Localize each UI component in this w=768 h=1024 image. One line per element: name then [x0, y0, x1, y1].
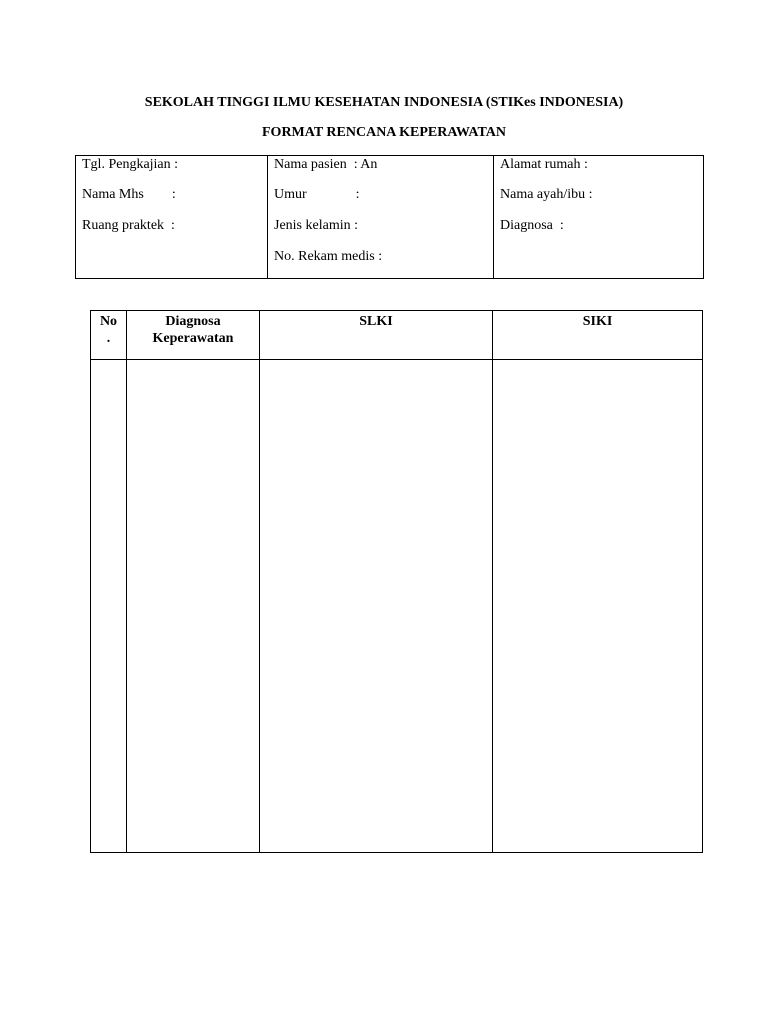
- age-field[interactable]: Umur :: [274, 187, 360, 202]
- home-address-field[interactable]: Alamat rumah :: [500, 157, 588, 172]
- header-no: [91, 313, 126, 347]
- form-title: FORMAT RENCANA KEPERAWATAN: [262, 125, 506, 140]
- column-slki: [260, 311, 493, 852]
- header-nursing-diagnosis: [127, 313, 259, 347]
- care-plan-table: [90, 310, 703, 853]
- column-siki: [493, 311, 702, 852]
- header-no-line2: .: [106, 331, 111, 346]
- gender-field[interactable]: Jenis kelamin :: [274, 218, 358, 233]
- column-no: [91, 311, 127, 852]
- header-diagnosa-line1: Diagnosa: [165, 314, 221, 329]
- patient-info-column-family: [494, 156, 703, 278]
- medical-record-number-field[interactable]: No. Rekam medis :: [274, 249, 383, 264]
- parent-name-field[interactable]: Nama ayah/ibu :: [500, 187, 593, 202]
- patient-name-field[interactable]: Nama pasien : An: [274, 157, 378, 172]
- patient-info-table: [75, 155, 704, 279]
- header-divider: [91, 359, 702, 360]
- patient-info-column-patient: [268, 156, 494, 278]
- header-slki: SLKI: [359, 314, 393, 329]
- assessment-date-field[interactable]: Tgl. Pengkajian :: [82, 157, 179, 172]
- institution-title: SEKOLAH TINGGI ILMU KESEHATAN INDONESIA (STIKes INDONESIA): [144, 95, 624, 110]
- header-diagnosa-line2: Keperawatan: [152, 331, 234, 346]
- student-name-field[interactable]: Nama Mhs :: [82, 187, 176, 202]
- header-siki: SIKI: [582, 314, 613, 329]
- column-nursing-diagnosis: [127, 311, 260, 852]
- header-no-line1: No: [99, 314, 118, 329]
- diagnosis-field[interactable]: Diagnosa :: [500, 218, 564, 233]
- practice-room-field[interactable]: Ruang praktek :: [82, 218, 175, 233]
- patient-info-column-assessment: [76, 156, 268, 278]
